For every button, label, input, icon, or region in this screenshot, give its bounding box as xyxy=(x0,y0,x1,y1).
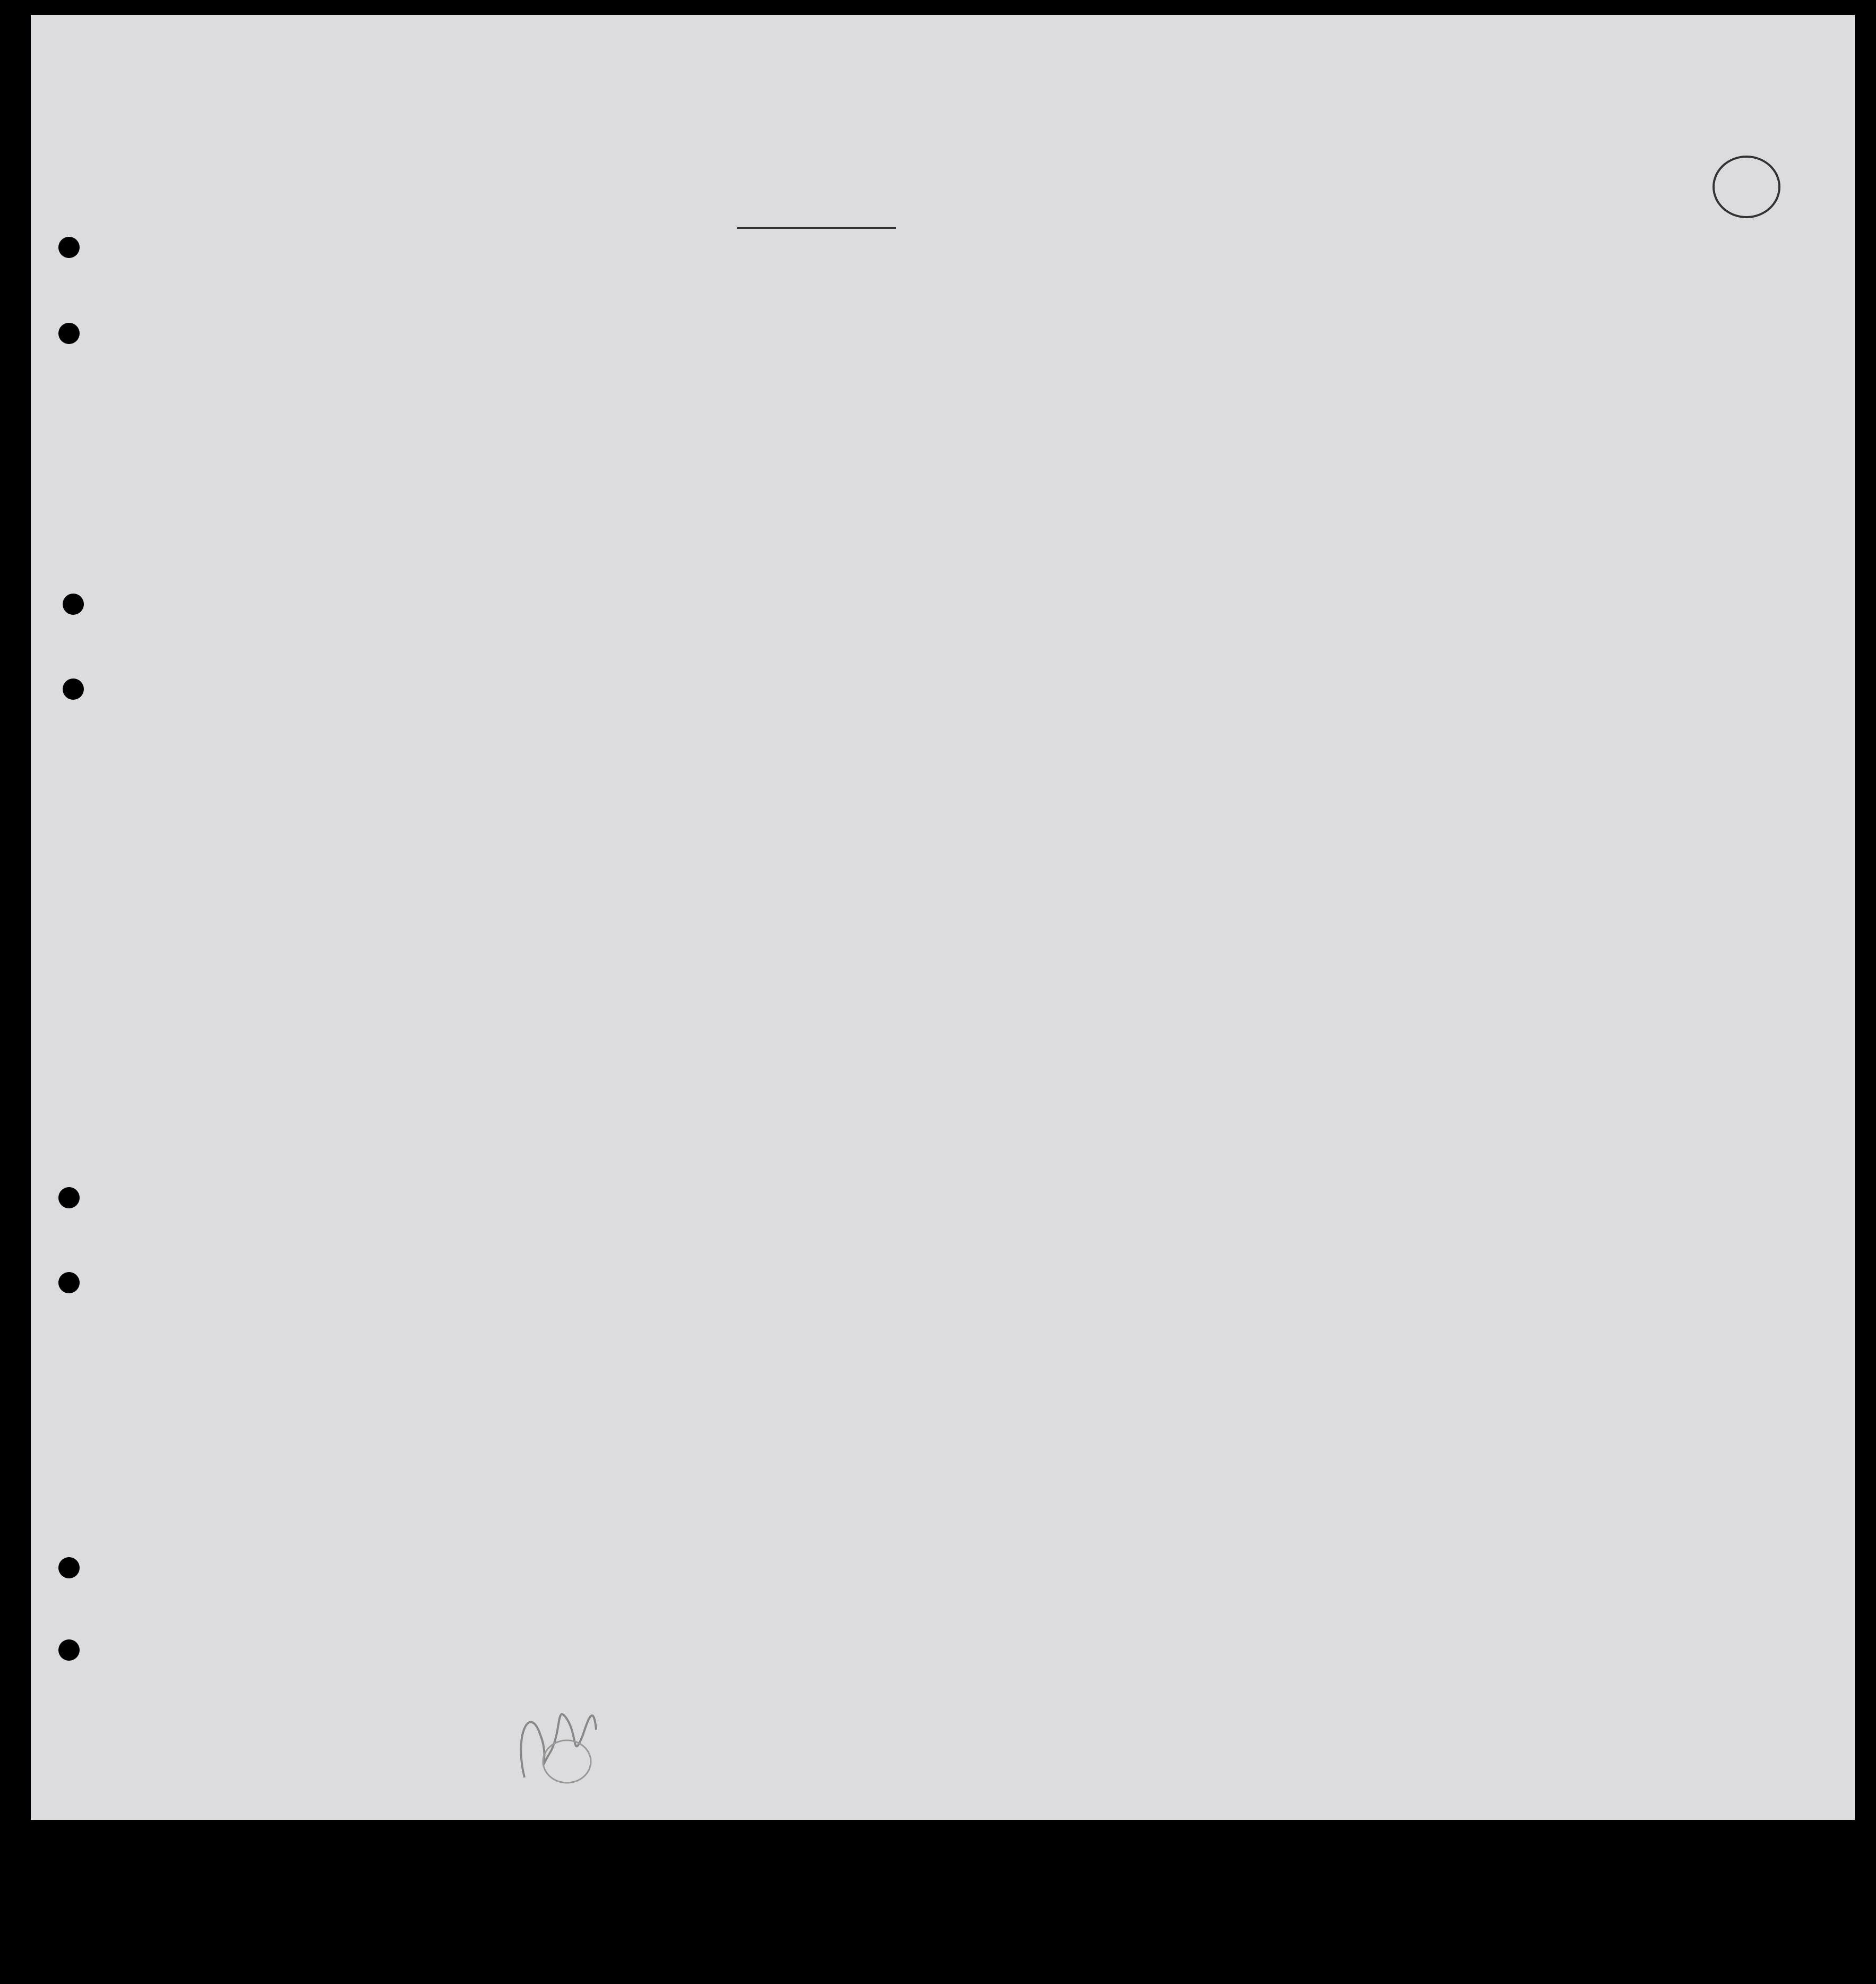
manifest-grid xyxy=(31,15,1855,1820)
inspector-stamp xyxy=(503,1671,631,1793)
manifest-sheet xyxy=(31,15,1855,1820)
